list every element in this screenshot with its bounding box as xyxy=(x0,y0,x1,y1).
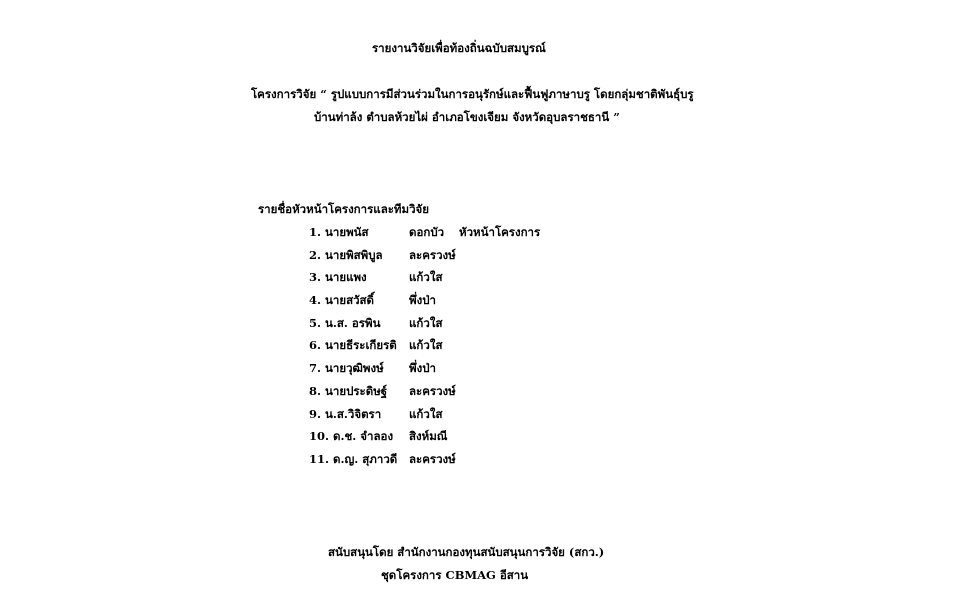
member-last-name: ดอกบัว xyxy=(409,225,445,239)
member-first-name: 2. นายพิสพิบูล xyxy=(309,247,383,262)
member-last-name: สิงห์มณี xyxy=(409,429,448,444)
member-first-name: 3. นายแพง xyxy=(309,270,367,285)
member-first-name: 5. น.ส. อรพิน xyxy=(309,315,381,330)
member-first-name: 10. ด.ช. จำลอง xyxy=(309,429,394,444)
member-last-name: ละครวงษ์ xyxy=(409,383,456,398)
funding-credit: สนับสนุนโดย สำนักงานกองทุนสนับสนุนการวิจัย (สกว.) xyxy=(328,545,605,559)
member-last-name: แก้วใส xyxy=(409,270,443,285)
report-title: รายงานวิจัยเพื่อท้องถิ่นฉบับสมบูรณ์ xyxy=(372,41,546,55)
member-last-name: แก้วใส xyxy=(409,406,443,421)
member-first-name: 6. นายธีระเกียรติ xyxy=(309,338,397,353)
member-first-name: 1. นายพนัส xyxy=(309,225,369,239)
member-role: หัวหน้าโครงการ xyxy=(459,225,541,239)
member-last-name: พึ่งป่า xyxy=(409,361,436,376)
member-first-name: 11. ด.ญ. สุภาวดี xyxy=(309,451,398,466)
team-heading: รายชื่อหัวหน้าโครงการและทีมวิจัย xyxy=(258,202,430,216)
member-last-name: ละครวงษ์ xyxy=(409,451,456,466)
member-first-name: 9. น.ส.วิจิตรา xyxy=(309,406,382,421)
member-last-name: แก้วใส xyxy=(409,315,443,330)
member-first-name: 7. นายวุฒิพงษ์ xyxy=(309,361,384,376)
project-title-line-2: บ้านท่าล้ง ตำบลห้วยไผ่ อำเภอโขงเจียม จังหวัดอุบลราชธานี ” xyxy=(314,110,620,124)
project-title-line-1: โครงการวิจัย “ รูปแบบการมีส่วนร่วมในการอนุรักษ์และฟื้นฟูภาษาบรู โดยกลุ่มชาติพันธุ์บรู xyxy=(251,87,694,101)
member-last-name: พึ่งป่า xyxy=(409,293,436,308)
member-first-name: 4. นายสวัสดิ์ xyxy=(309,293,375,308)
project-series: ชุดโครงการ CBMAG อีสาน xyxy=(381,568,529,582)
member-last-name: แก้วใส xyxy=(409,338,443,353)
member-last-name: ละครวงษ์ xyxy=(409,247,456,262)
member-first-name: 8. นายประดิษฐ์ xyxy=(309,383,388,398)
